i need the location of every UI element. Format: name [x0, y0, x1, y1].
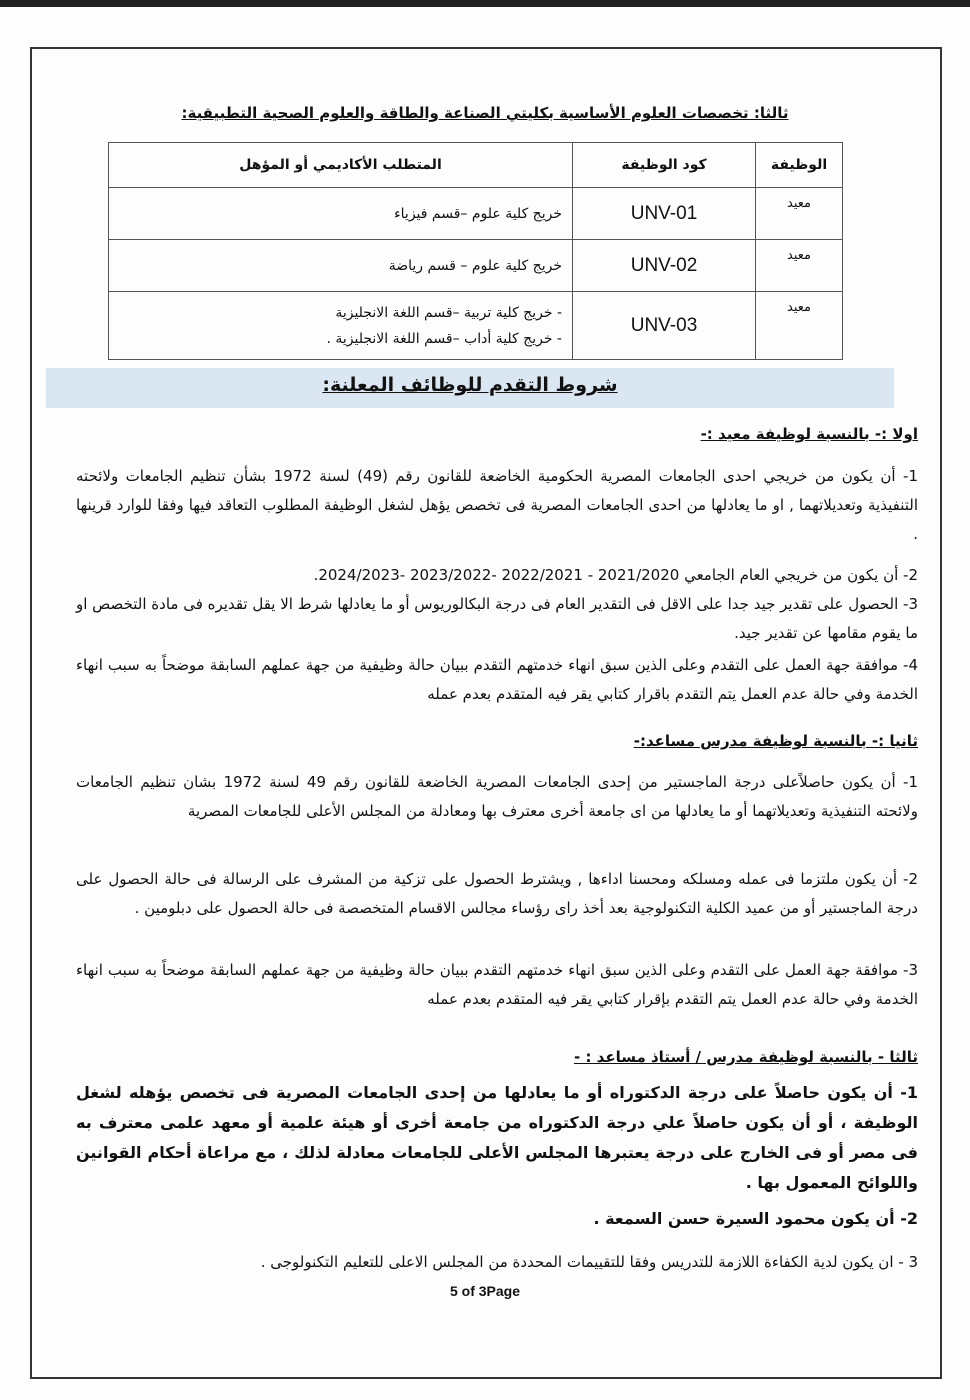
table-row	[109, 188, 843, 240]
section-3-item-2: 2- أن يكون محمود السيرة حسن السمعة .	[593, 1209, 918, 1228]
section-2-item-1: 1- أن يكون حاصلاًعلى درجة الماجستير من إحدى الجامعات المصرية الخاضعة للقانون رقم 49 لسنة 1972 بشان تنظيم الجامعات ولائحته التنفيذية وتعديلاتهما أو ما يعادلها من اى جامعة أخرى معترف بها ومعادلة من المجلس الأعلى للجامعات المصرية	[76, 773, 918, 820]
job-code-cell: UNV-03	[573, 292, 756, 360]
table-row	[109, 240, 843, 292]
section-2-item-3: 3- موافقة جهة العمل على التقدم وعلى الذين سبق انهاء خدمتهم التقدم ببيان حالة وظيفية من جهة عملهم السابقة موضحاً به سبب انهاء الخدمة وفي حالة عدم العمل يتم التقدم بإقرار كتابي يقر فيه المتقدم بعدم عمله	[76, 961, 918, 1008]
requirement-line: - خريج كلية تربية –قسم اللغة الانجليزية	[335, 304, 562, 321]
section-1-item-3: 3- الحصول على تقدير جيد جدا على الاقل فى التقدير العام فى درجة البكالوريوس أو ما يعادلها شرط الا يقل تقديره فى مادة التخصص او ما يقوم مقامها عن تقدير جيد.	[76, 595, 918, 642]
top-edge	[0, 0, 970, 7]
header-requirement: المتطلب الأكاديمي أو المؤهل	[109, 143, 573, 188]
section-3-title: ثالثا: تخصصات العلوم الأساسية بكليتي الصناعة والطاقة والعلوم الصحية التطبيقية:	[181, 104, 789, 122]
section-3-heading: ثالثا - بالنسبة لوظيفة مدرس / أستاذ مساعد : -	[574, 1048, 918, 1066]
section-2-heading: ثانيا :- بالنسبة لوظيفة مدرس مساعد:-	[633, 732, 918, 750]
header-job-title: الوظيفة	[756, 143, 843, 188]
requirement-line: خريج كلية علوم –قسم فيزياء	[394, 205, 562, 222]
job-title-cell: معيد	[756, 292, 843, 360]
jobs-table	[108, 142, 843, 360]
job-title-cell: معيد	[756, 188, 843, 240]
requirement-line: - خريج كلية أداب –قسم اللغة الانجليزية .	[326, 330, 562, 347]
table-header-row	[109, 143, 843, 188]
section-1-item-2: 2- أن يكون من خريجي العام الجامعي 2021/2020 - 2022/2021 -2023/2022 -2024/2023.	[313, 566, 918, 584]
job-title-cell: معيد	[756, 240, 843, 292]
header-job-code: كود الوظيفة	[573, 143, 756, 188]
section-3-item-1: 1- أن يكون حاصلاً على درجة الدكتوراه أو ما يعادلها من إحدى الجامعات المصرية فى تخصص يؤهله لشغل الوظيفة ، أو أن يكون حاصلاً علي درجة الدكتوراه من جامعة أخرى أو هيئة علمية أو معهد علمى معترف به فى مصر أو فى الخارج على درجة يعتبرها المجلس الأعلى للجامعات معادلة لذلك ، مع مراعاة أحكام القوانين واللوائح المعمول بها .	[76, 1083, 918, 1192]
requirement-cell	[109, 188, 573, 240]
banner-title: شروط التقدم للوظائف المعلنة:	[322, 374, 618, 396]
section-1-heading: اولا :- بالنسبة لوظيفة معيد :-	[700, 425, 918, 443]
conditions-banner	[46, 368, 894, 408]
page-footer: 5 of 3Page	[449, 1283, 521, 1299]
section-1-item-4: 4- موافقة جهة العمل على التقدم وعلى الذين سبق انهاء خدمتهم التقدم ببيان حالة وظيفية من جهة عملهم السابقة موضحاً به سبب انهاء الخدمة وفي حالة عدم العمل يتم التقدم باقرار كتابي يقر فيه المتقدم بعدم عمله	[76, 656, 918, 703]
section-1-item-1: 1- أن يكون من خريجي احدى الجامعات المصرية الحكومية الخاضعة للقانون رقم (49) لسنة 1972 بشأن تنظيم الجامعات ولائحته التنفيذية وتعديلاتهما , او ما يعادلها من احدى الجامعات المصرية فى تخصص يؤهل لشغل الوظيفة المطلوب التعاقد فيها وفقا للوارد قرينها .	[76, 467, 918, 543]
table-row	[109, 292, 843, 360]
section-2-item-2: 2- أن يكون ملتزما فى عمله ومسلكه ومحسنا اداءها , ويشترط الحصول على تزكية من المشرف على الرسالة فى حالة الحصول على درجة الماجستير أو من عميد الكلية التكنولوجية بعد أخذ راى رؤساء مجالس الاقسام المتخصصة فى حالة الحصول على دبلومين .	[76, 870, 918, 917]
requirement-cell	[109, 240, 573, 292]
requirement-cell	[109, 292, 573, 360]
requirement-line: خريج كلية علوم – قسم رياضة	[388, 257, 562, 274]
job-code-cell: UNV-02	[573, 240, 756, 292]
job-code-cell: UNV-01	[573, 188, 756, 240]
section-3-item-3: 3 - ان يكون لدية الكفاءة اللازمة للتدريس وفقا للتقييمات المحددة من المجلس الاعلى للتعليم التكنولوجى .	[260, 1253, 918, 1271]
